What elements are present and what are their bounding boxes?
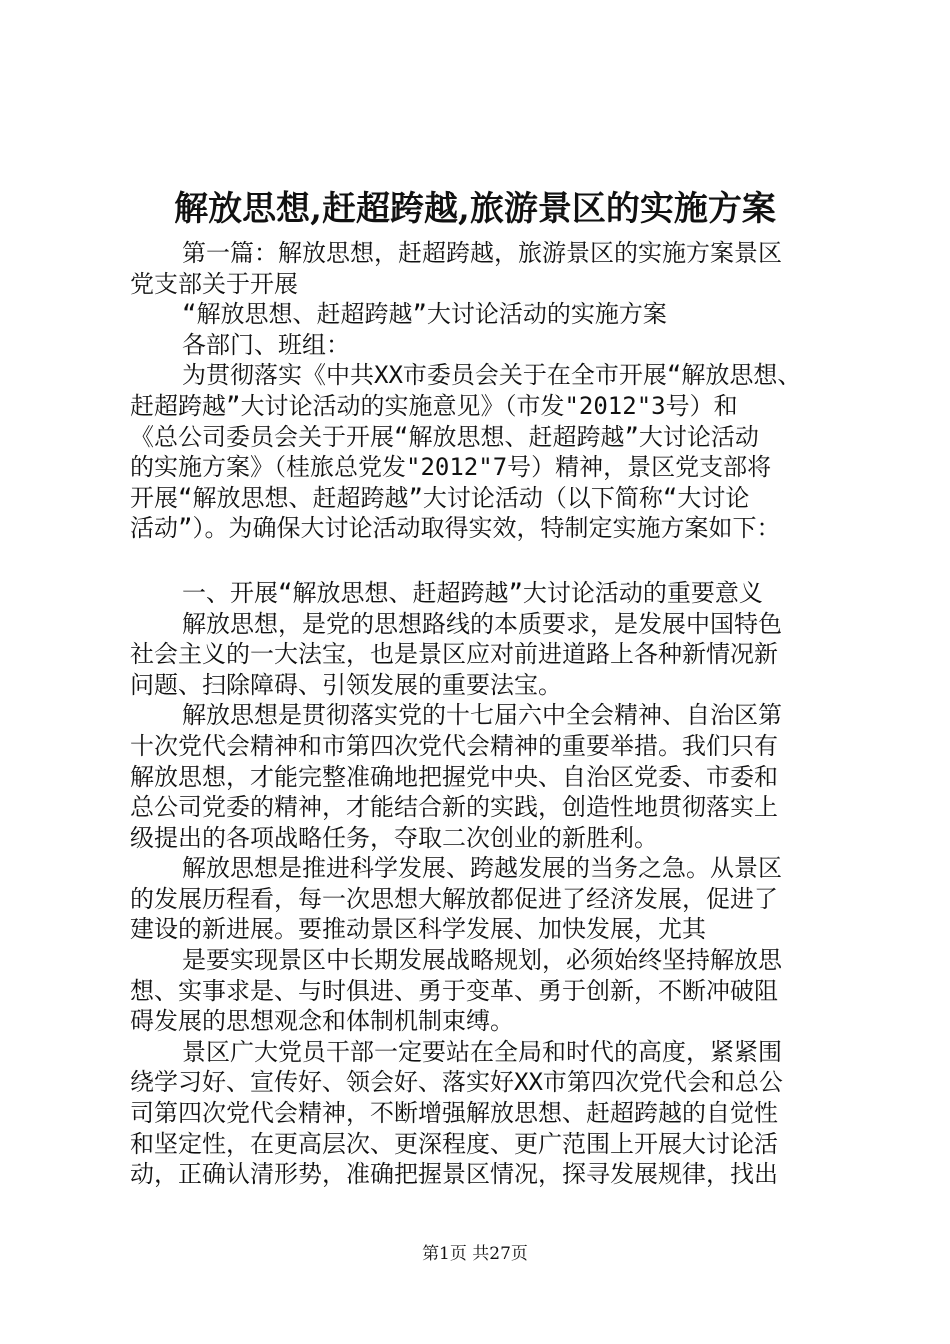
text-line: 《总公司委员会关于开展“解放思想、赶超跨越”大讨论活动 [130, 422, 759, 451]
text-line: 总公司党委的精神，才能结合新的实践，创造性地贯彻落实上 [130, 793, 778, 822]
page-footer: 第1页 共27页 [422, 1244, 528, 1264]
document-body [130, 238, 830, 1190]
blank-line [130, 544, 830, 578]
text-line: 解放思想是推进科学发展、跨越发展的当务之急。从景区 [182, 854, 782, 883]
text-line: 赶超跨越”大讨论活动的实施意见》（市发"2012"3号）和 [130, 391, 738, 420]
text-line: 开展“解放思想、赶超跨越”大讨论活动（以下简称“大讨论 [130, 483, 750, 512]
text-line: 十次党代会精神和市第四次党代会精神的重要举措。我们只有 [130, 731, 778, 760]
text-line: 为贯彻落实《中共XX市委员会关于在全市开展“解放思想、 [182, 361, 802, 390]
text-line: 建设的新进展。要推动景区科学发展、加快发展，尤其 [130, 915, 706, 944]
text-line: 解放思想是贯彻落实党的十七届六中全会精神、自治区第 [182, 701, 782, 730]
text-line: 的实施方案》（桂旅总党发"2012"7号）精神，景区党支部将 [130, 453, 772, 482]
text-line: 司第四次党代会精神，不断增强解放思想、赶超跨越的自觉性 [130, 1099, 778, 1128]
text-line: 级提出的各项战略任务，夺取二次创业的新胜利。 [130, 823, 658, 852]
text-line: 活动”）。为确保大讨论活动取得实效，特制定实施方案如下： [130, 514, 781, 543]
text-line: 解放思想，才能完整准确地把握党中央、自治区党委、市委和 [130, 762, 778, 791]
text-line: 景区广大党员干部一定要站在全局和时代的高度，紧紧围 [182, 1037, 782, 1066]
text-line: 解放思想，是党的思想路线的本质要求，是发展中国特色 [182, 609, 782, 638]
text-line: “解放思想、赶超跨越”大讨论活动的实施方案 [182, 300, 667, 329]
text-line: 第一篇：解放思想，赶超跨越，旅游景区的实施方案景区 [182, 239, 782, 267]
text-line: 碍发展的思想观念和体制机制束缚。 [130, 1007, 514, 1036]
text-line: 动，正确认清形势，准确把握景区情况，探寻发展规律，找出 [130, 1160, 778, 1189]
text-line: 是要实现景区中长期发展战略规划，必须始终坚持解放思 [182, 946, 782, 975]
text-line: 社会主义的一大法宝，也是景区应对前进道路上各种新情况新 [130, 640, 778, 669]
text-line: 绕学习好、宣传好、领会好、落实好XX市第四次党代会和总公 [130, 1068, 783, 1097]
document-title: 解放思想,赶超跨越,旅游景区的实施方案 [174, 189, 776, 229]
text-line: 和坚定性，在更高层次、更深程度、更广范围上开展大讨论活 [130, 1129, 778, 1158]
text-line: 一、开展“解放思想、赶超跨越”大讨论活动的重要意义 [182, 578, 763, 607]
text-line: 的发展历程看，每一次思想大解放都促进了经济发展，促进了 [130, 884, 778, 913]
text-line: 各部门、班组： [182, 330, 350, 359]
text-line: 问题、扫除障碍、引领发展的重要法宝。 [130, 670, 562, 699]
text-line: 想、实事求是、与时俱进、勇于变革、勇于创新，不断冲破阻 [130, 976, 778, 1005]
text-line: 党支部关于开展 [130, 269, 298, 298]
